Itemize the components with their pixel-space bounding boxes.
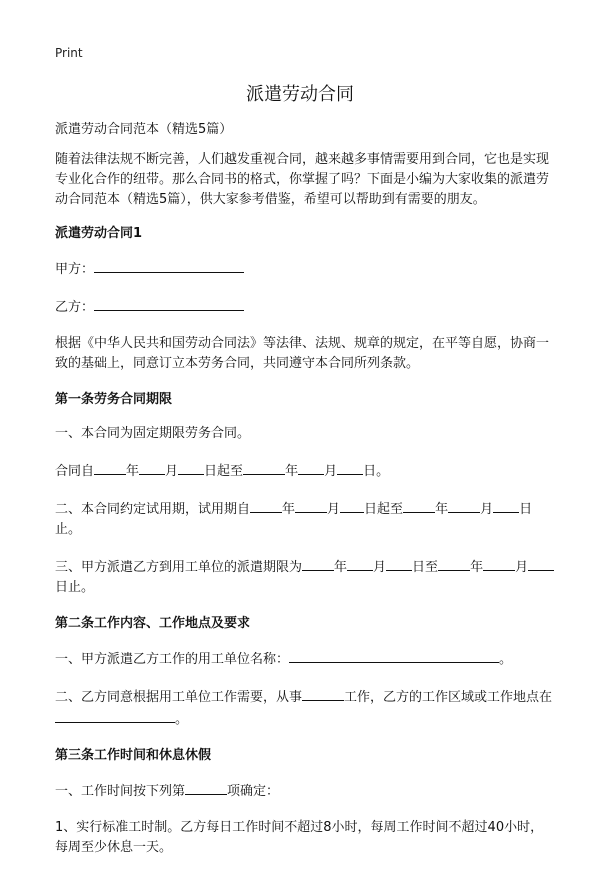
year-text: 年 xyxy=(435,502,449,517)
article3-heading: 第三条工作时间和休息休假 xyxy=(55,748,212,763)
period-text: 。 xyxy=(175,712,189,727)
month-text: 月 xyxy=(480,502,494,517)
dispatch-end-month-blank[interactable] xyxy=(483,556,515,571)
trial-start-year-blank[interactable] xyxy=(250,498,282,513)
month-text: 月 xyxy=(165,464,179,479)
month-text: 月 xyxy=(515,560,529,575)
work-hours-text: 一、工作时间按下列第 xyxy=(55,784,186,799)
party-a-blank[interactable] xyxy=(94,258,244,273)
article1-item2 xyxy=(55,498,555,540)
day-from-text: 日起至 xyxy=(364,502,404,517)
article1-term-line xyxy=(55,460,555,482)
day-end-text: 日止。 xyxy=(55,580,95,595)
year-text: 年 xyxy=(285,464,299,479)
month-text: 月 xyxy=(324,464,338,479)
employer-name-label: 一、甲方派遣乙方工作的用工单位名称： xyxy=(55,652,290,667)
party-b-line xyxy=(55,296,555,318)
article3-item1 xyxy=(55,780,555,802)
dispatch-end-day-blank[interactable] xyxy=(528,556,554,571)
year-text: 年 xyxy=(470,560,484,575)
article3-item2: 1、实行标准工时制。乙方每日工作时间不超过8小时，每周工作时间不超过40小时，每周至少休息一天。 xyxy=(55,820,544,855)
party-a-label: 甲方： xyxy=(55,262,95,277)
year-text: 年 xyxy=(282,502,296,517)
article2-heading: 第二条工作内容、工作地点及要求 xyxy=(55,616,251,631)
day-end-text: 日止。 xyxy=(55,502,533,537)
period-text: 。 xyxy=(499,652,513,667)
term-start-year-blank[interactable] xyxy=(94,460,126,475)
year-text: 年 xyxy=(334,560,348,575)
article1-item3 xyxy=(55,556,555,598)
year-text: 年 xyxy=(126,464,140,479)
party-b-blank[interactable] xyxy=(94,296,244,311)
job-type-blank[interactable] xyxy=(302,686,344,701)
day-end-text: 日。 xyxy=(363,464,390,479)
document-title: 派遣劳动合同 xyxy=(246,84,354,105)
work-location-text: 工作，乙方的工作区域或工作地点在 xyxy=(344,690,553,705)
dispatch-start-month-blank[interactable] xyxy=(347,556,373,571)
intro-paragraph: 随着法律法规不断完善，人们越发重视合同，越来越多事情需要用到合同，它也是实现专业化合作的纽带。那么合同书的格式，你掌握了吗？下面是小编为大家收集的派遣劳动合同范本（精选5篇），供大家参考借鉴，希望可以帮助到有需要的朋友。 xyxy=(55,152,550,207)
term-start-month-blank[interactable] xyxy=(139,460,165,475)
trial-end-month-blank[interactable] xyxy=(448,498,480,513)
day-from-text: 日起至 xyxy=(204,464,244,479)
article2-item2 xyxy=(55,686,555,730)
trial-end-day-blank[interactable] xyxy=(493,498,519,513)
dispatch-start-year-blank[interactable] xyxy=(302,556,334,571)
party-b-label: 乙方： xyxy=(55,300,95,315)
day-to-text: 日至 xyxy=(412,560,439,575)
document-body xyxy=(55,120,555,874)
trial-start-month-blank[interactable] xyxy=(295,498,327,513)
job-duty-text: 二、乙方同意根据用工单位工作需要，从事 xyxy=(55,690,303,705)
employer-name-blank[interactable] xyxy=(289,648,499,663)
term-from-text: 合同自 xyxy=(55,464,95,479)
party-a-line xyxy=(55,258,555,280)
trial-period-text: 二、本合同约定试用期，试用期自 xyxy=(55,502,251,517)
trial-end-year-blank[interactable] xyxy=(403,498,435,513)
contract-heading: 派遣劳动合同1 xyxy=(55,226,143,241)
work-hours-suffix: 项确定： xyxy=(227,784,280,799)
dispatch-end-year-blank[interactable] xyxy=(438,556,470,571)
month-text: 月 xyxy=(373,560,387,575)
term-end-month-blank[interactable] xyxy=(298,460,324,475)
term-start-day-blank[interactable] xyxy=(178,460,204,475)
print-link[interactable]: Print xyxy=(55,46,83,60)
dispatch-start-day-blank[interactable] xyxy=(386,556,412,571)
work-location-blank[interactable] xyxy=(55,708,175,723)
month-text: 月 xyxy=(327,502,341,517)
article2-item1 xyxy=(55,648,555,670)
article1-item1: 一、本合同为固定期限劳务合同。 xyxy=(55,426,251,441)
work-hours-option-blank[interactable] xyxy=(185,780,227,795)
article1-heading: 第一条劳务合同期限 xyxy=(55,392,173,407)
term-end-day-blank[interactable] xyxy=(337,460,363,475)
preamble-paragraph: 根据《中华人民共和国劳动合同法》等法律、法规、规章的规定，在平等自愿，协商一致的基础上，同意订立本劳务合同，共同遵守本合同所列条款。 xyxy=(55,336,550,371)
term-end-year-blank[interactable] xyxy=(243,460,285,475)
document-subtitle: 派遣劳动合同范本（精选5篇） xyxy=(55,122,233,137)
dispatch-period-text: 三、甲方派遣乙方到用工单位的派遣期限为 xyxy=(55,560,303,575)
trial-start-day-blank[interactable] xyxy=(340,498,364,513)
